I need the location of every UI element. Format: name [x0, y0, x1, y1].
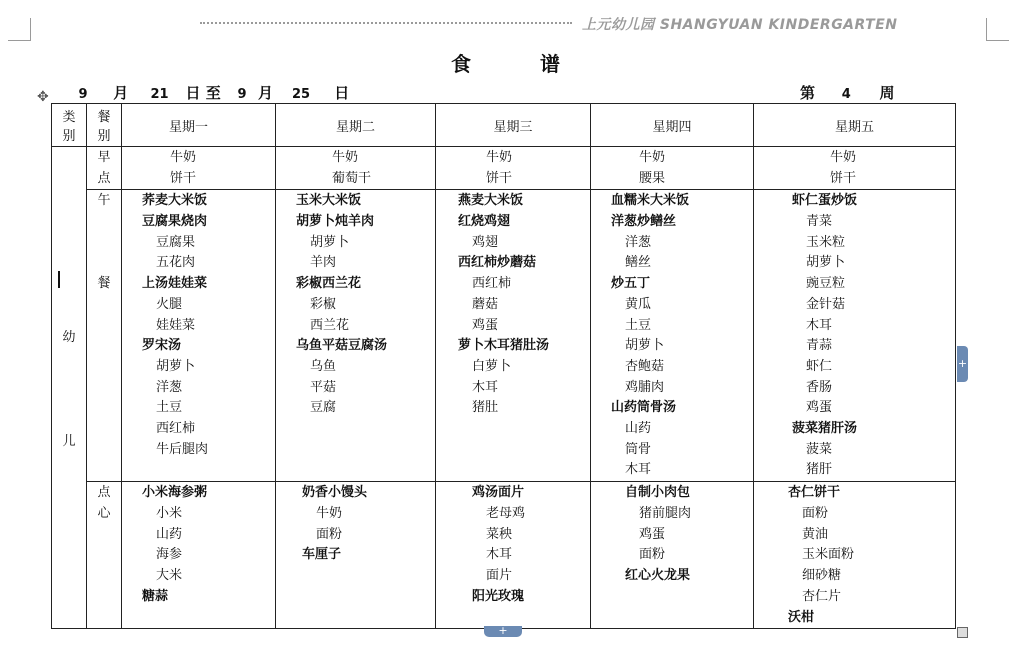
- dish-name: 洋葱炒鳝丝: [611, 214, 677, 230]
- dish-name: 玉米大米饭: [296, 193, 362, 209]
- ingredient: 牛奶: [830, 150, 857, 165]
- dish-name: 红烧鸡翅: [458, 214, 511, 230]
- ingredient: 牛奶: [486, 150, 513, 165]
- month-start: 9: [58, 86, 108, 104]
- day-header: 星期一: [122, 104, 276, 147]
- head-meal: [87, 104, 122, 147]
- ingredient: 面粉: [639, 547, 666, 563]
- dish-name: 菠菜猪肝汤: [792, 420, 858, 436]
- ingredient: 牛奶: [332, 150, 359, 165]
- category-char: 儿: [62, 434, 76, 450]
- ingredient: 木耳: [486, 547, 513, 563]
- menu-cell: [122, 190, 276, 482]
- page-corner-top-right: [986, 18, 1009, 41]
- text-cursor: [58, 271, 60, 288]
- ingredient: 小米: [156, 506, 183, 522]
- menu-cell: [591, 147, 754, 190]
- ingredient: 细砂糖: [802, 568, 842, 584]
- ingredient: 木耳: [472, 379, 499, 395]
- dish-name: 小米海参粥: [142, 485, 208, 501]
- ingredient: 香肠: [806, 379, 833, 395]
- dish-name: 糖蒜: [142, 588, 169, 604]
- menu-cell: [754, 147, 956, 190]
- dish-name: 山药筒骨汤: [611, 400, 677, 416]
- ingredient: 胡萝卜: [310, 234, 350, 250]
- ingredient: 西红柿: [156, 420, 196, 436]
- ingredient: 鸡蛋: [806, 400, 833, 416]
- ingredient: 蘑菇: [472, 296, 499, 312]
- dish-name: 车厘子: [302, 547, 342, 563]
- table-resize-handle[interactable]: [957, 627, 968, 638]
- month-label-1: 月: [113, 84, 129, 102]
- ingredient: 葡萄干: [332, 170, 372, 186]
- menu-cell: [754, 190, 956, 482]
- meal-label-breakfast: [87, 147, 122, 190]
- ingredient: 猪肝: [806, 462, 833, 478]
- dish-name: 西红柿炒蘑菇: [458, 255, 537, 271]
- dish-name: 鸡汤面片: [472, 485, 525, 501]
- dish-name: 豆腐果烧肉: [142, 214, 208, 230]
- ingredient: 面粉: [316, 526, 343, 542]
- ingredient: 菜秧: [486, 526, 513, 542]
- ingredient: 牛奶: [170, 150, 197, 165]
- meal-row-snack: [52, 482, 956, 629]
- ingredient: 饼干: [830, 170, 857, 186]
- menu-cell: [276, 190, 436, 482]
- meal-label-char: 点: [97, 485, 111, 501]
- ingredient: 洋葱: [625, 234, 652, 250]
- add-column-button[interactable]: +: [957, 346, 968, 382]
- ingredient: 牛奶: [639, 150, 666, 165]
- dish-name: 乌鱼平菇豆腐汤: [296, 338, 388, 354]
- meal-label-char: 点: [97, 170, 111, 186]
- ingredient: 玉米粒: [806, 234, 846, 250]
- dish-name: 燕麦大米饭: [458, 193, 524, 209]
- ingredient: 西红柿: [472, 276, 512, 292]
- ingredient: 羊肉: [310, 255, 337, 271]
- ingredient: 鳝丝: [625, 255, 652, 271]
- head-meal-line: 餐: [97, 110, 111, 125]
- meal-label-char: [87, 212, 121, 233]
- dish-name: 奶香小馒头: [302, 485, 368, 501]
- menu-cell: [591, 482, 754, 629]
- menu-cell: [436, 190, 591, 482]
- ingredient: 木耳: [625, 462, 652, 478]
- head-category-line: 类: [62, 110, 76, 125]
- menu-cell: [591, 190, 754, 482]
- ingredient: 金针菇: [806, 296, 846, 312]
- ingredient: 大米: [156, 568, 183, 584]
- ingredient: 鸡蛋: [639, 526, 666, 542]
- dish-name: 虾仁蛋炒饭: [792, 193, 858, 209]
- ingredient: 鸡脯肉: [625, 379, 665, 395]
- ingredient: 西兰花: [310, 317, 350, 333]
- meal-row-breakfast: [52, 147, 956, 190]
- ingredient: 土豆: [625, 317, 652, 333]
- ingredient: 面粉: [802, 506, 829, 522]
- ingredient: 玉米面粉: [802, 547, 855, 563]
- ingredient: 鸡翅: [472, 234, 499, 250]
- week-suffix: 周: [879, 84, 895, 102]
- day-label-1: 日: [185, 84, 201, 102]
- meal-label-char: 午: [97, 193, 111, 209]
- ingredient: 五花肉: [156, 255, 196, 271]
- day-header: 星期二: [276, 104, 436, 147]
- head-category-line: 别: [62, 129, 76, 144]
- dish-name: 血糯米大米饭: [611, 193, 690, 209]
- menu-cell: [436, 482, 591, 629]
- ingredient: 筒骨: [625, 441, 652, 457]
- dish-name: 彩椒西兰花: [296, 276, 362, 292]
- menu-table: [51, 103, 956, 629]
- menu-cell: [122, 147, 276, 190]
- ingredient: 鸡蛋: [472, 317, 499, 333]
- meal-label-char: [87, 253, 121, 274]
- ingredient: 牛奶: [316, 506, 343, 522]
- ingredient: 海参: [156, 547, 183, 563]
- menu-cell: [276, 147, 436, 190]
- ingredient: 虾仁: [806, 358, 833, 374]
- page-title: [0, 48, 1012, 77]
- month-label-2: 月: [257, 84, 273, 102]
- menu-cell: [754, 482, 956, 629]
- ingredient: 山药: [156, 526, 183, 542]
- ingredient: 木耳: [806, 317, 833, 333]
- meal-label-lunch: [87, 190, 122, 482]
- ingredient: 猪前腿肉: [639, 506, 692, 522]
- week-number: [800, 82, 895, 104]
- ingredient: 菠菜: [806, 441, 833, 457]
- menu-cell: [122, 482, 276, 629]
- meal-label-char: 餐: [97, 276, 111, 292]
- ingredient: 火腿: [156, 296, 183, 312]
- meal-label-snack: [87, 482, 122, 629]
- ingredient: 豆腐果: [156, 234, 196, 250]
- head-meal-line: 别: [97, 129, 111, 144]
- header-dotted-rule: [200, 22, 572, 24]
- date-range: [58, 82, 349, 104]
- day-end: 25: [273, 86, 329, 104]
- ingredient: 牛后腿肉: [156, 441, 209, 457]
- dish-name: 阳光玫瑰: [472, 588, 525, 604]
- ingredient: 乌鱼: [310, 358, 337, 374]
- menu-cell: [276, 482, 436, 629]
- ingredient: 山药: [625, 420, 652, 436]
- week-prefix: 第: [800, 84, 816, 102]
- ingredient: 黄油: [802, 526, 829, 542]
- dish-name: 罗宋汤: [142, 338, 182, 354]
- ingredient: 饼干: [170, 170, 197, 186]
- day-header: 星期五: [754, 104, 956, 147]
- ingredient: 杏鲍菇: [625, 358, 665, 374]
- category-char: 幼: [62, 330, 76, 346]
- meal-row-lunch: [52, 190, 956, 482]
- add-row-button[interactable]: +: [484, 626, 522, 637]
- table-header-row: [52, 104, 956, 147]
- head-category: [52, 104, 87, 147]
- ingredient: 胡萝卜: [625, 338, 665, 354]
- dish-name: 萝卜木耳猪肚汤: [458, 338, 550, 354]
- category-cell: [52, 147, 87, 629]
- meal-label-char: 心: [97, 506, 111, 522]
- ingredient: 娃娃菜: [156, 317, 196, 333]
- ingredient: 土豆: [156, 400, 183, 416]
- header-brand: 上元幼儿园 SHANGYUAN KINDERGARTEN: [582, 17, 898, 33]
- day-header: 星期四: [591, 104, 754, 147]
- ingredient: 腰果: [639, 170, 666, 186]
- ingredient: 青蒜: [806, 338, 833, 354]
- dish-name: 荞麦大米饭: [142, 193, 208, 209]
- dish-name: 上汤娃娃菜: [142, 276, 208, 292]
- to-label: 至: [205, 84, 221, 102]
- ingredient: 黄瓜: [625, 296, 652, 312]
- menu-cell: [436, 147, 591, 190]
- ingredient: 豌豆粒: [806, 276, 846, 292]
- ingredient: 饼干: [486, 170, 513, 186]
- table-move-handle-icon[interactable]: ✥: [37, 89, 49, 105]
- day-label-2: 日: [334, 84, 350, 102]
- day-start: 21: [133, 86, 185, 104]
- ingredient: 平菇: [310, 379, 337, 395]
- dish-name: 沃柑: [788, 609, 815, 625]
- month-end: 9: [226, 86, 258, 104]
- ingredient: 豆腐: [310, 400, 337, 416]
- ingredient: 胡萝卜: [156, 358, 196, 374]
- ingredient: 青菜: [806, 214, 833, 230]
- ingredient: 彩椒: [310, 296, 337, 312]
- meal-label-char: 早: [97, 150, 111, 165]
- title-char-1: 食: [451, 52, 472, 76]
- dish-name: 自制小肉包: [625, 485, 691, 501]
- ingredient: 面片: [486, 568, 513, 584]
- page-corner-top-left: [8, 18, 31, 41]
- ingredient: 杏仁片: [802, 588, 842, 604]
- dish-name: 炒五丁: [611, 276, 651, 292]
- ingredient: 猪肚: [472, 400, 499, 416]
- day-header: 星期三: [436, 104, 591, 147]
- ingredient: 胡萝卜: [806, 255, 846, 271]
- dish-name: 胡萝卜炖羊肉: [296, 214, 375, 230]
- week-num: 4: [828, 86, 864, 104]
- dish-name: 杏仁饼干: [788, 485, 841, 501]
- ingredient: 洋葱: [156, 379, 183, 395]
- meal-label-char: [87, 233, 121, 254]
- ingredient: 白萝卜: [472, 358, 512, 374]
- title-char-2: 谱: [540, 52, 561, 76]
- ingredient: 老母鸡: [486, 506, 526, 522]
- dish-name: 红心火龙果: [625, 568, 691, 584]
